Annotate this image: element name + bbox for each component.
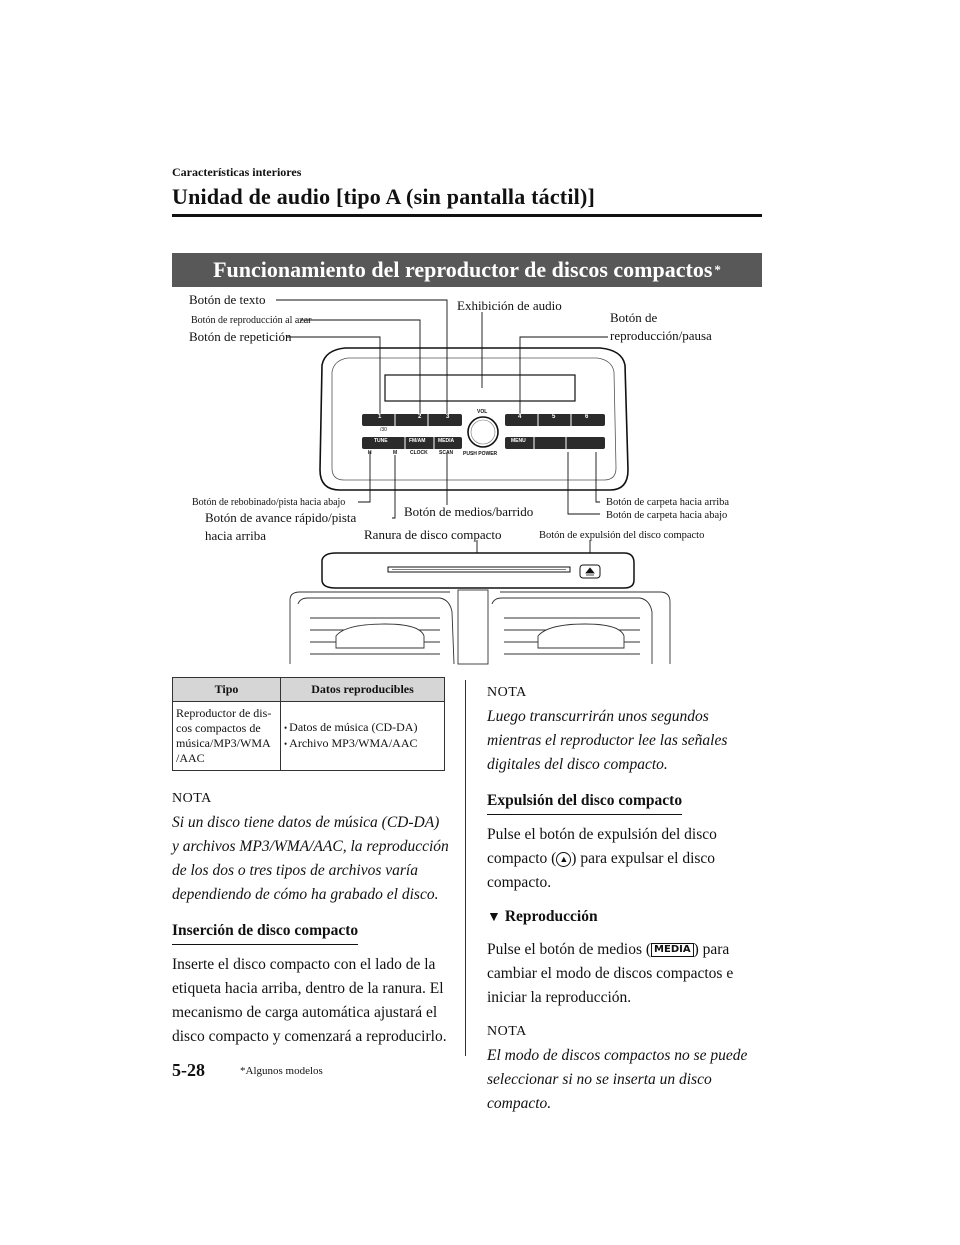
unit-label-menu: MENU <box>511 438 526 444</box>
unit-label-6: 6 <box>585 414 589 420</box>
table-cell-type <box>173 702 281 771</box>
right-column <box>487 681 762 1116</box>
table-cell-data <box>281 702 445 771</box>
unit-label-h: H <box>368 450 372 456</box>
unit-label-clock: CLOCK <box>410 450 428 456</box>
type-line: /AAC <box>176 751 205 765</box>
unit-label-3: 3 <box>446 414 450 420</box>
callout-play-pause-1: Botón de <box>610 310 658 325</box>
callout-random-button: Botón de reproducción al azar <box>191 315 312 326</box>
table-header-data: Datos reproducibles <box>281 678 445 702</box>
note-heading: NOTA <box>172 791 212 806</box>
eject-heading: Expulsión del disco compacto <box>487 789 682 815</box>
footnote: *Algunos modelos <box>240 1065 323 1077</box>
play-heading: Reproducción <box>504 908 598 925</box>
callout-text-button: Botón de texto <box>189 292 266 307</box>
callout-cd-slot: Ranura de disco compacto <box>364 527 502 542</box>
unit-label-1-sub: /30 <box>380 427 387 433</box>
note-heading: NOTA <box>487 685 527 700</box>
page-title: Unidad de audio [tipo A (sin pantalla táctil)] <box>172 184 595 209</box>
unit-label-m: M <box>393 450 398 456</box>
unit-label-tune: TUNE <box>374 438 388 444</box>
callout-rewind-button: Botón de rebobinado/pista hacia abajo <box>192 497 346 508</box>
note-text: Si un disco tiene datos de música (CD-DA) y archivos MP3/WMA/AAC, la reproducción de los dos o tres tipos de archivos varía dependiendo de cómo ha grabado el disco. <box>172 814 449 903</box>
table-header-row <box>173 678 445 702</box>
unit-label-2: 2 <box>418 414 422 420</box>
callout-folder-up: Botón de carpeta hacia arriba <box>606 497 730 508</box>
data-item: • Datos de música (CD-DA) <box>284 720 441 736</box>
table-row <box>173 702 445 771</box>
note-text: El modo de discos compactos no se puede seleccionar si no se inserta un disco compacto. <box>487 1047 748 1112</box>
play-text-part: ) para cambiar el modo de discos compactos e iniciar la reproducción. <box>487 941 734 1006</box>
play-text <box>487 938 762 1010</box>
media-button-icon: MEDIA <box>651 943 694 957</box>
play-heading-row <box>487 905 762 930</box>
unit-label-1: 1 <box>378 414 382 420</box>
unit-label-fm-am: FM/AM <box>409 438 426 444</box>
callout-eject-button: Botón de expulsión del disco compacto <box>539 530 705 541</box>
callout-folder-down: Botón de carpeta hacia abajo <box>606 510 728 521</box>
note-text: Luego transcurrirán unos segundos mientras el reproductor lee las señales digitales del disco compacto. <box>487 708 728 773</box>
triangle-down-icon: ▼ <box>487 910 501 925</box>
type-line: Reproductor de dis- <box>176 706 272 720</box>
callout-audio-display: Exhibición de audio <box>457 298 562 313</box>
left-column <box>172 787 450 1049</box>
unit-label-vol: VOL <box>477 409 488 415</box>
unit-label-scan: SCAN <box>439 450 454 456</box>
callout-media-button: Botón de medios/barrido <box>404 504 534 519</box>
type-line: música/MP3/WMA <box>176 736 271 750</box>
unit-label-push-power: PUSH POWER <box>463 451 498 457</box>
data-item: • Archivo MP3/WMA/AAC <box>284 736 441 752</box>
note-heading: NOTA <box>487 1024 527 1039</box>
section-label: Características interiores <box>172 165 302 179</box>
callout-repeat-button: Botón de repetición <box>189 329 292 344</box>
type-line: cos compactos de <box>176 721 261 735</box>
callout-ff-button-1: Botón de avance rápido/pista <box>205 510 357 525</box>
table-header-type: Tipo <box>173 678 281 702</box>
unit-label-4: 4 <box>518 414 522 420</box>
insert-text: Inserte el disco compacto con el lado de la etiqueta hacia arriba, dentro de la ranura. El mecanismo de carga automática ajustará el disco compacto y comenzará a reproducirlo. <box>172 956 447 1045</box>
callout-ff-button-2: hacia arriba <box>205 528 266 543</box>
banner-asterisk: * <box>714 262 721 277</box>
banner-title: Funcionamiento del reproductor de discos compactos <box>213 257 713 282</box>
eject-text-part: ) para expulsar el disco compacto. <box>487 850 716 891</box>
column-divider <box>465 680 466 1056</box>
callout-play-pause-2: reproducción/pausa <box>610 328 712 343</box>
unit-label-media: MEDIA <box>438 438 455 444</box>
eject-text-part: Pulse el botón de expulsión del disco compacto ( <box>487 826 717 867</box>
insert-heading: Inserción de disco compacto <box>172 919 358 945</box>
page-number: 5-28 <box>172 1060 205 1080</box>
playable-data-table <box>172 677 445 771</box>
play-text-part: Pulse el botón de medios ( <box>487 941 652 958</box>
eject-icon: ▲ <box>556 852 571 867</box>
unit-label-5: 5 <box>552 414 556 420</box>
eject-text <box>487 823 762 895</box>
